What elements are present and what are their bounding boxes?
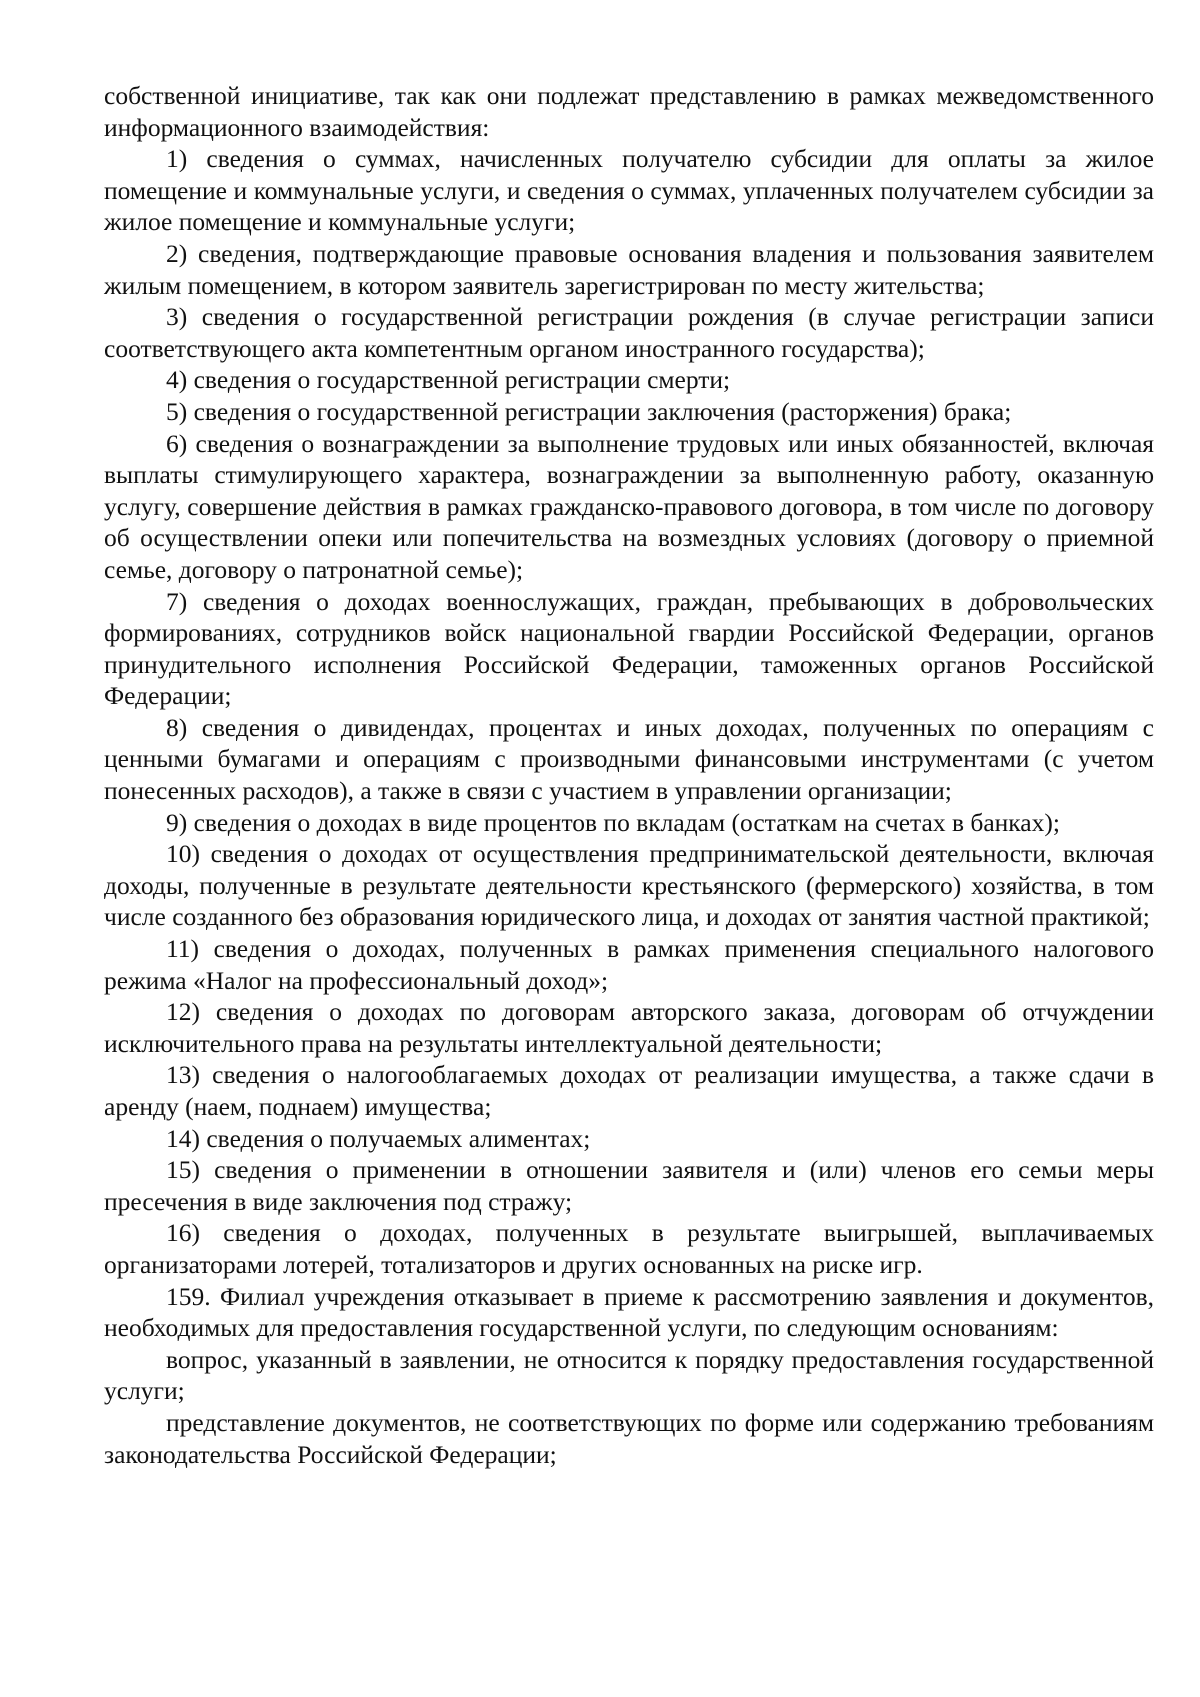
paragraph-item-13: 13) сведения о налогооблагаемых доходах от реализации имущества, а также сдачи в аренду (наем, поднаем) имущества; (104, 1060, 1154, 1121)
paragraph-refusal-ground-2: представление документов, не соответствующих по форме или содержанию требованиям законодательства Российской Федерации; (104, 1407, 1154, 1469)
paragraph-refusal-ground-1: вопрос, указанный в заявлении, не относится к порядку предоставления государственной услуги; (104, 1344, 1154, 1406)
paragraph-item-9: 9) сведения о доходах в виде процентов по вкладам (остаткам на счетах в банках); (166, 807, 1060, 837)
paragraph-item-6: 6) сведения о вознаграждении за выполнение трудовых или иных обязанностей, включая выплаты стимулирующего характера, вознаграждении за выполненную работу, оказанную услугу, совершение действия в рамках гражданско-правового договора, в том числе по договору об осуществлении опеки или попечительства на возмездных условиях (договору о приемной семье, договору о патронатной семье); (104, 428, 1154, 584)
paragraph-continuation: собственной инициативе, так как они подлежат представлению в рамках межведомственного информационного взаимодействия: (104, 81, 1154, 142)
paragraph-item-14: 14) сведения о получаемых алиментах; (166, 1123, 591, 1153)
paragraph-item-5: 5) сведения о государственной регистрации заключения (расторжения) брака; (166, 396, 1012, 426)
document-body (104, 80, 1154, 1470)
paragraph-item-7: 7) сведения о доходах военнослужащих, граждан, пребывающих в добровольческих формированиях, сотрудников войск национальной гвардии Российской Федерации, органов принудительного исполнения Российской Федерации, таможенных органов Российской Федерации; (104, 586, 1154, 711)
paragraph-item-15: 15) сведения о применении в отношении заявителя и (или) членов его семьи меры пресечения в виде заключения под стражу; (104, 1155, 1154, 1216)
paragraph-item-3: 3) сведения о государственной регистрации рождения (в случае регистрации записи соответствующего акта компетентным органом иностранного государства); (104, 302, 1154, 363)
paragraph-item-10: 10) сведения о доходах от осуществления предпринимательской деятельности, включая доходы, полученные в результате деятельности крестьянского (фермерского) хозяйства, в том числе созданного без образования юридического лица, и доходах от занятия частной практикой; (104, 839, 1154, 932)
paragraph-item-4: 4) сведения о государственной регистрации смерти; (166, 365, 731, 395)
paragraph-item-16: 16) сведения о доходах, полученных в результате выигрышей, выплачиваемых организаторами лотерей, тотализаторов и других основанных на риске игр. (104, 1218, 1154, 1279)
paragraph-item-11: 11) сведения о доходах, полученных в рамках применения специального налогового режима «Налог на профессиональный доход»; (104, 934, 1154, 995)
paragraph-section-159: 159. Филиал учреждения отказывает в приеме к рассмотрению заявления и документов, необходимых для предоставления государственной услуги, по следующим основаниям: (104, 1281, 1154, 1343)
paragraph-item-12: 12) сведения о доходах по договорам авторского заказа, договорам об отчуждении исключительного права на результаты интеллектуальной деятельности; (104, 997, 1154, 1058)
paragraph-item-1: 1) сведения о суммах, начисленных получателю субсидии для оплаты за жилое помещение и коммунальные услуги, и сведения о суммах, уплаченных получателем субсидии за жилое помещение и коммунальные услуги; (104, 144, 1154, 237)
paragraph-item-2: 2) сведения, подтверждающие правовые основания владения и пользования заявителем жилым помещением, в котором заявитель зарегистрирован по месту жительства; (104, 238, 1154, 300)
paragraph-item-8: 8) сведения о дивидендах, процентах и иных доходах, полученных по операциям с ценными бумагами и операциям с производными финансовыми инструментами (с учетом понесенных расходов), а также в связи с участием в управлении организации; (104, 712, 1154, 806)
